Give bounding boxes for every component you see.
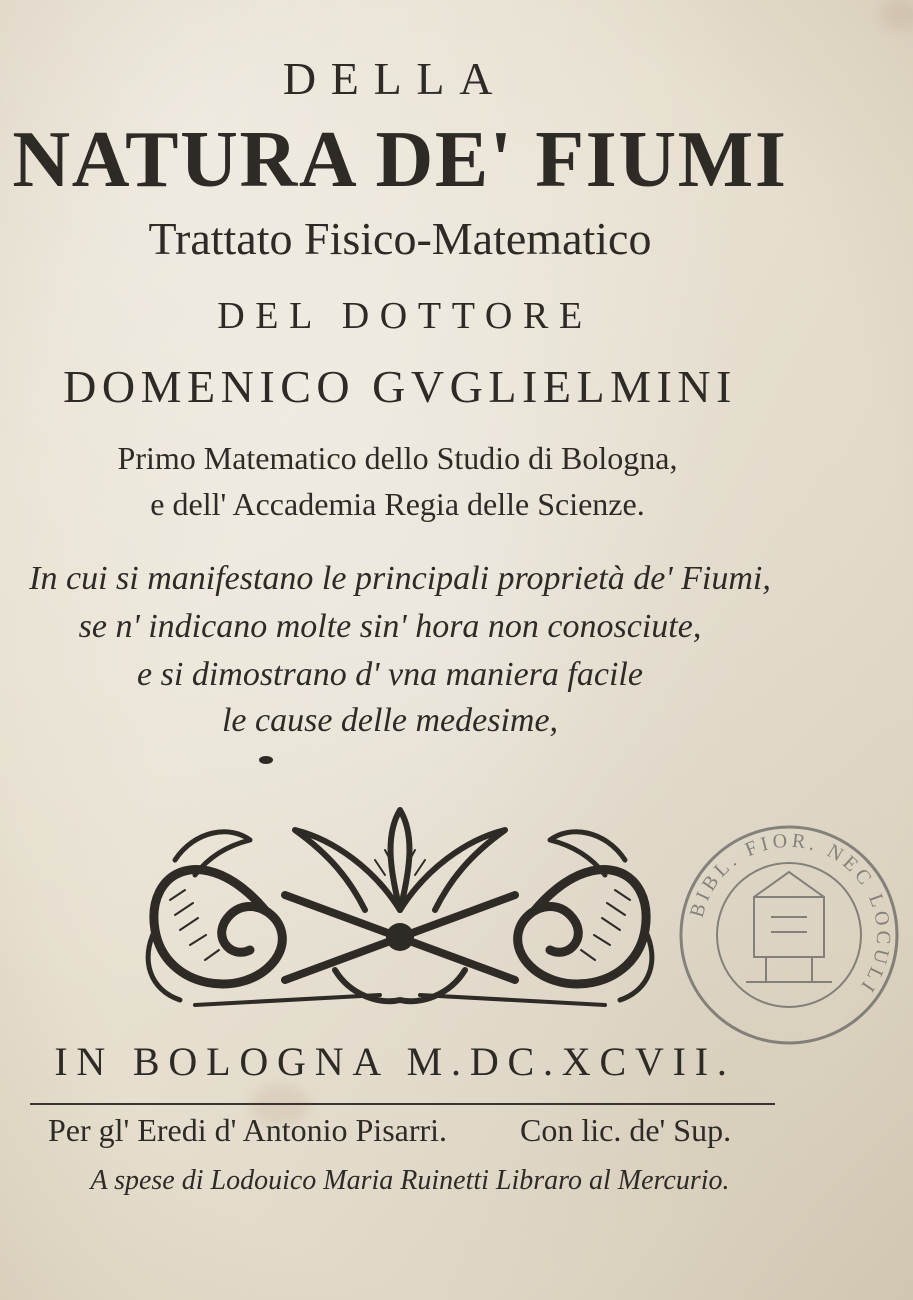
foliate-ornament-icon bbox=[135, 800, 665, 1015]
license-line: Con lic. de' Sup. bbox=[520, 1112, 732, 1148]
publisher-line: A spese di Lodouico Maria Ruinetti Libraro al Mercurio. bbox=[90, 1165, 730, 1196]
paper-stain bbox=[880, 0, 913, 30]
author-prefix: DEL DOTTORE bbox=[217, 295, 593, 337]
printer-line: Per gl' Eredi d' Antonio Pisarri. bbox=[48, 1112, 448, 1148]
affiliation-line: Primo Matematico dello Studio di Bologna, bbox=[117, 440, 678, 476]
stamp-text: BIBL. FIOR. NEC LOCULI bbox=[685, 829, 895, 999]
author-name: DOMENICO GVGLIELMINI bbox=[63, 361, 737, 412]
description-line: le cause delle medesime, bbox=[221, 702, 559, 739]
main-title: NATURA DE' FIUMI bbox=[12, 116, 788, 204]
subtitle: Trattato Fisico-Matematico bbox=[148, 213, 652, 264]
ink-dot bbox=[259, 756, 273, 764]
description-line: In cui si manifestano le principali proprietà de' Fiumi, bbox=[29, 560, 771, 597]
description-line: se n' indicano molte sin' hora non conosciute, bbox=[78, 608, 702, 645]
library-stamp-icon bbox=[676, 822, 902, 1048]
heading-della: DELLA bbox=[282, 53, 508, 104]
divider bbox=[30, 1103, 775, 1105]
description-line: e si dimostrano d' vna maniera facile bbox=[137, 656, 643, 693]
affiliation-line: e dell' Accademia Regia delle Scienze. bbox=[150, 486, 645, 522]
place-and-date: IN BOLOGNA M.DC.XCVII. bbox=[54, 1039, 736, 1084]
